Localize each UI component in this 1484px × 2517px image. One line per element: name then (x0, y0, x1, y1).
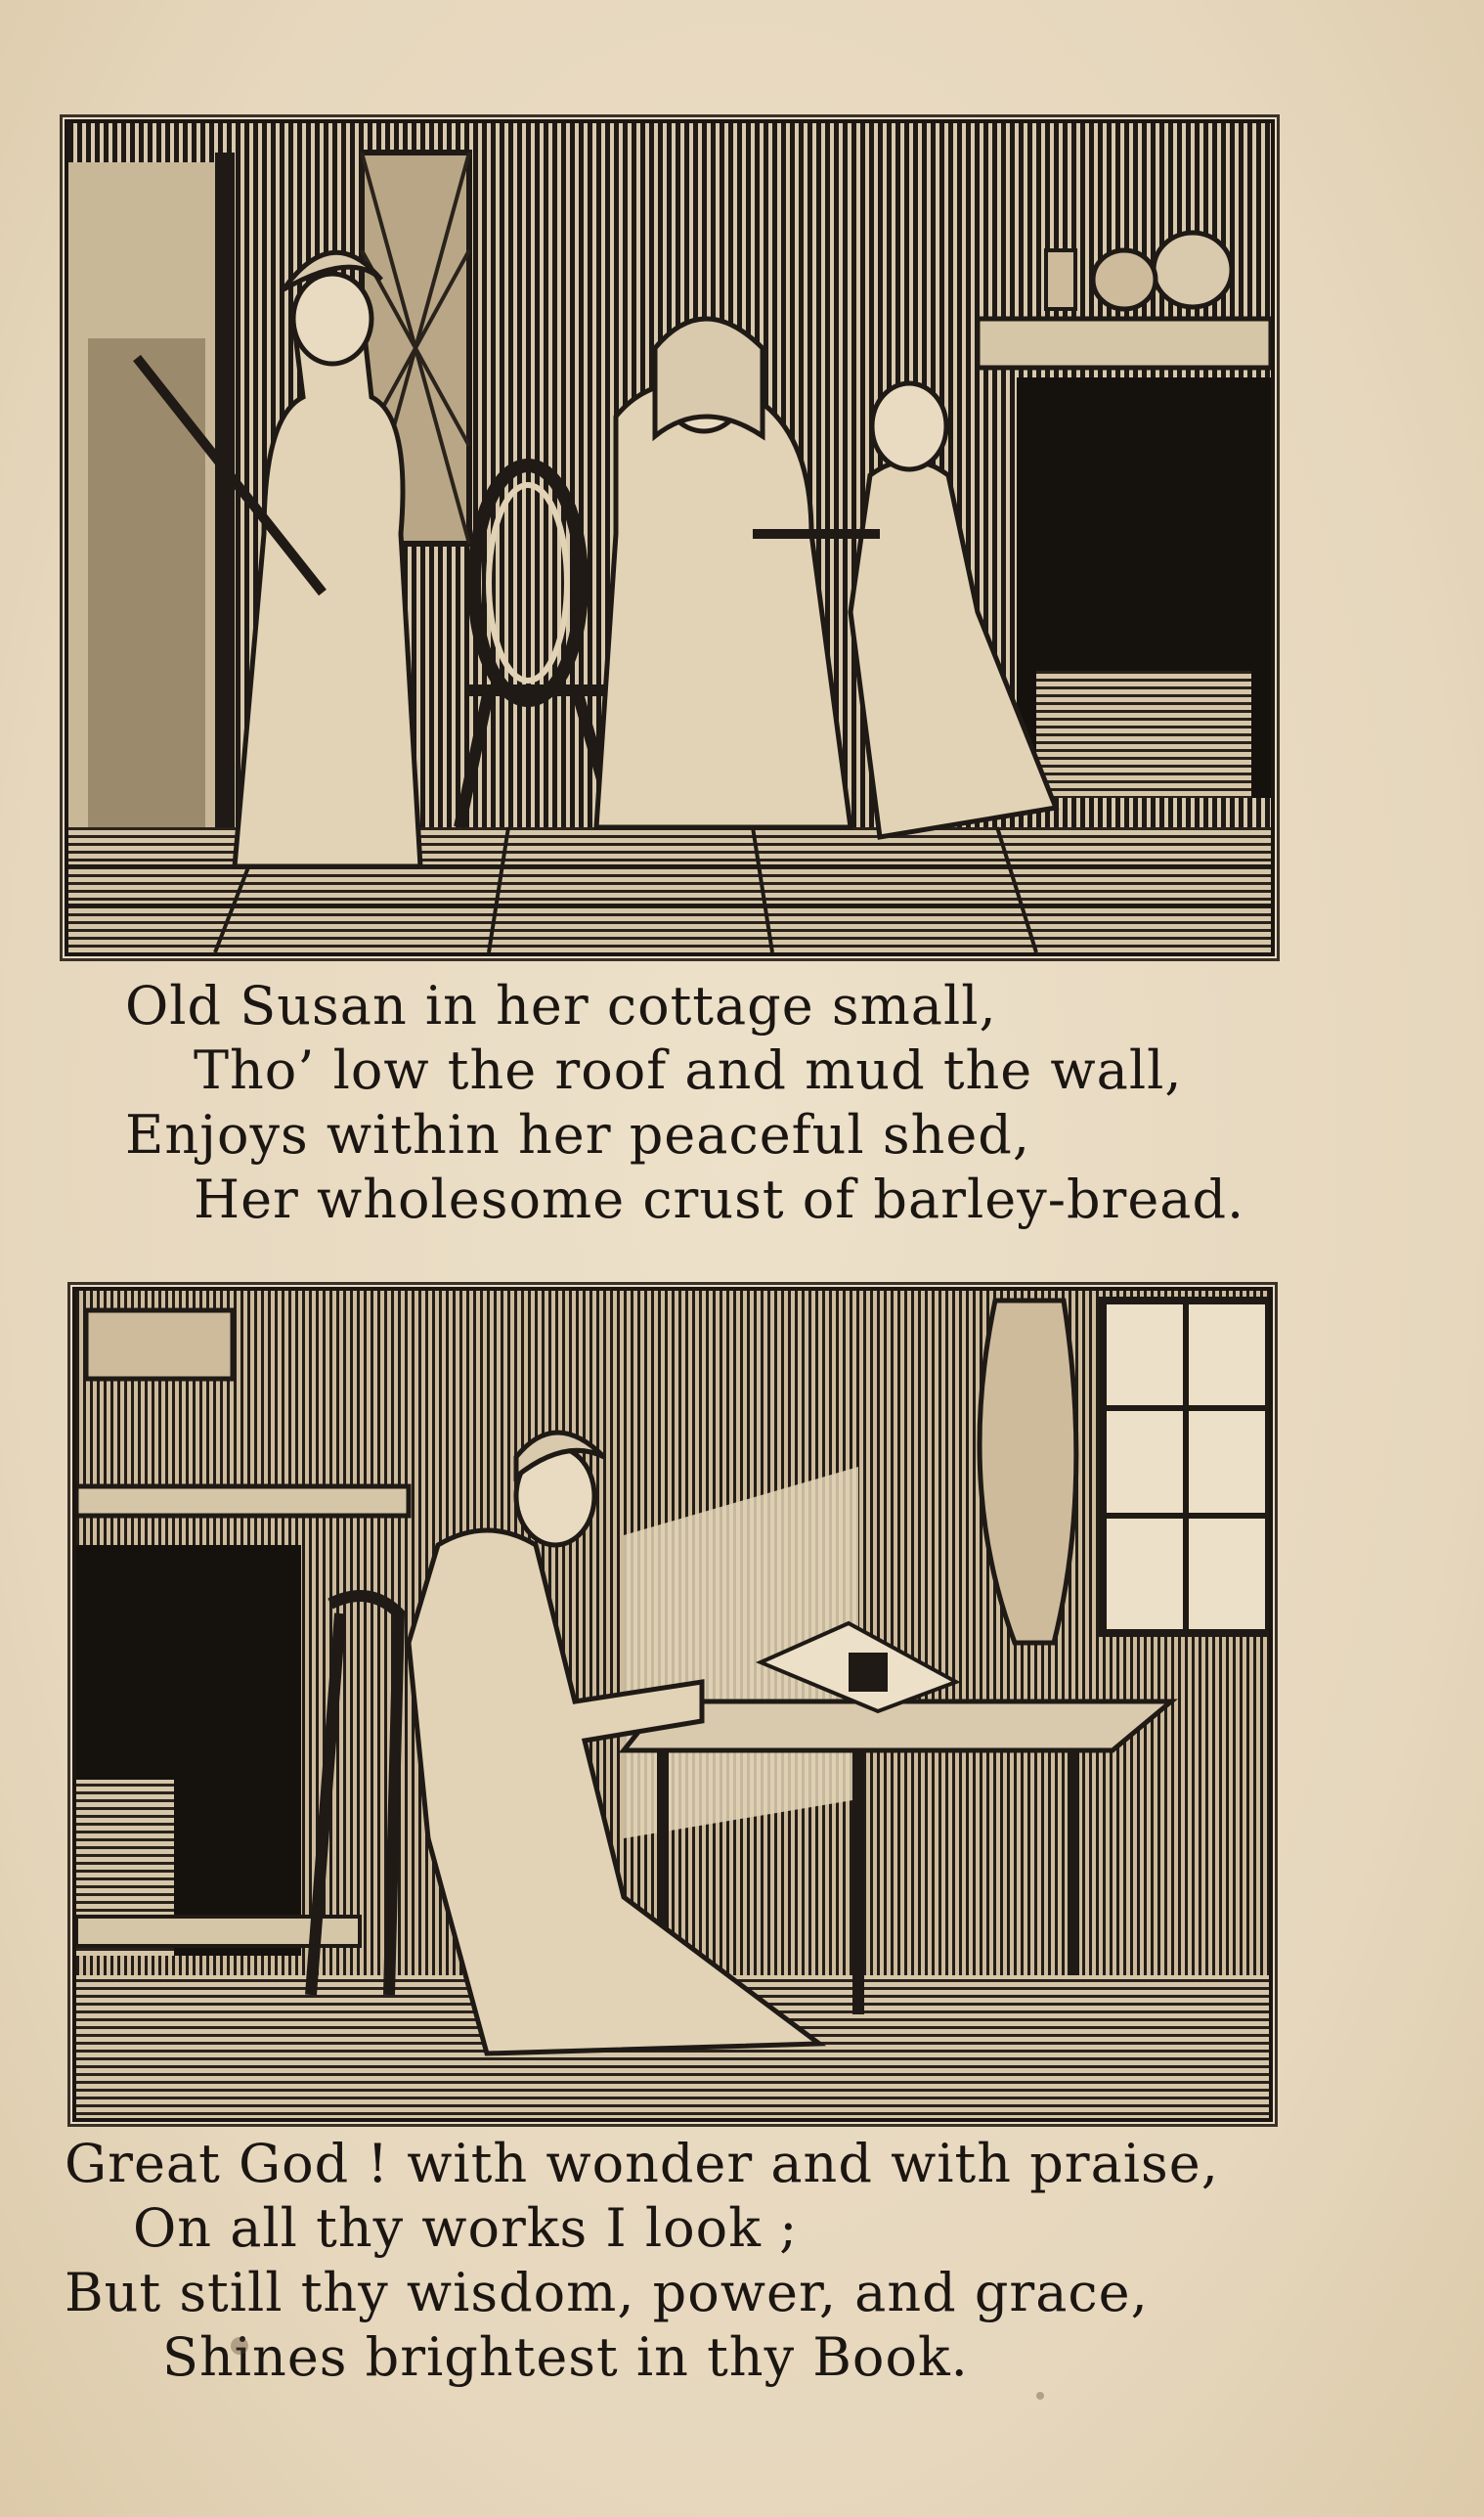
verse-1-line-2: Tho’ low the roof and mud the wall, (194, 1039, 1183, 1101)
verse-2-line-3: But still thy wisdom, power, and grace, (65, 2262, 1149, 2323)
verse-1-line-1: Old Susan in her cottage small, (125, 975, 997, 1037)
paper-spot (1036, 2392, 1044, 2400)
reading-scene-engraving (76, 1291, 1269, 2118)
woodcut-illustration-cottage (65, 119, 1275, 956)
verse-1 (125, 974, 1244, 1232)
verse-1-line-3: Enjoys within her peaceful shed, (125, 1104, 1031, 1166)
verse-2-line-2: On all thy works I look ; (133, 2197, 799, 2259)
verse-2-line-4: Shines brightest in thy Book. (162, 2326, 969, 2388)
cottage-scene-engraving (68, 123, 1271, 952)
paper-spot (231, 2337, 248, 2355)
woodcut-illustration-reading (72, 1287, 1273, 2122)
verse-2-line-1: Great God ! with wonder and with praise, (65, 2133, 1219, 2194)
verse-1-line-4: Her wholesome crust of barley-bread. (194, 1169, 1245, 1230)
